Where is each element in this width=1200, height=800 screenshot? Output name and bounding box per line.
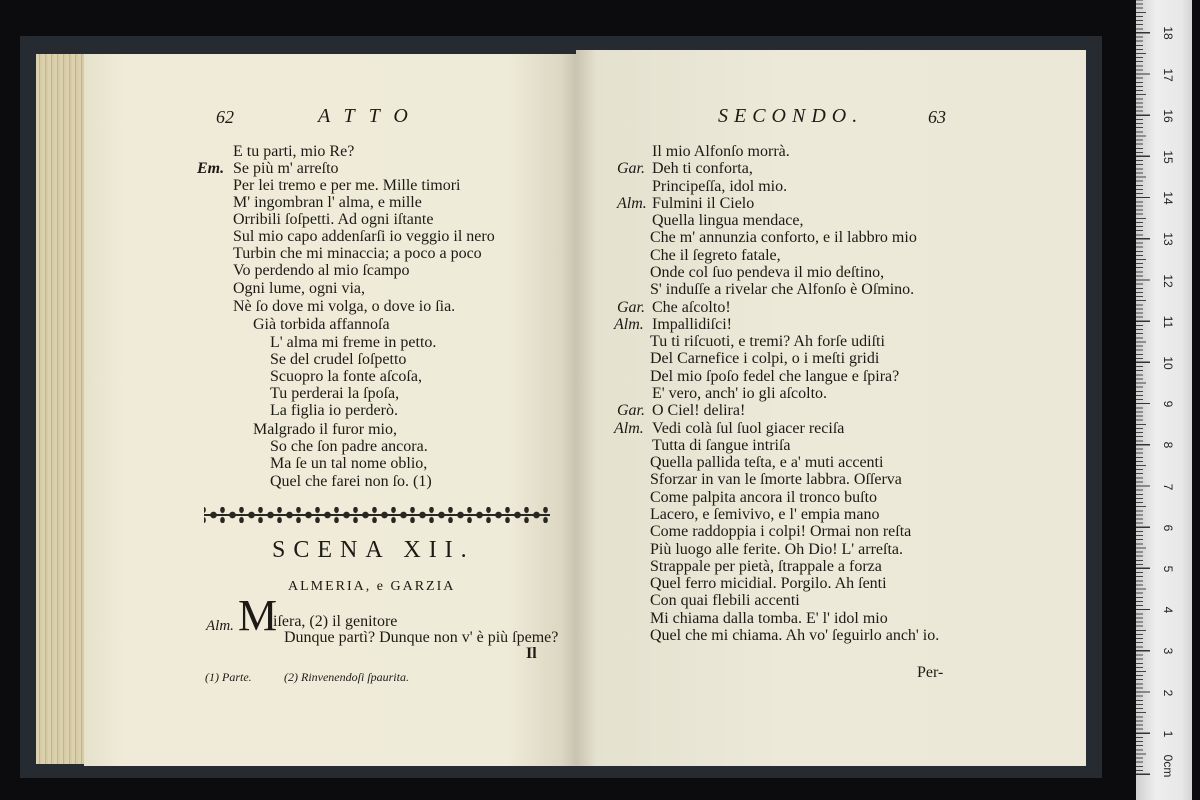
verse-line: Che aſcolto! <box>652 299 731 316</box>
speaker-label: Em. <box>197 160 225 177</box>
verse-line: Più luogo alle ferite. Oh Dio! L' arreſta. <box>650 541 904 558</box>
verse-line: Già torbida affannoſa <box>253 316 390 333</box>
verse-line: Scuopro la fonte aſcoſa, <box>270 368 422 385</box>
verse-line: Come raddoppia i colpi! Ormai non reſta <box>650 523 912 540</box>
right-page-number: 63 <box>928 107 946 127</box>
speaker-label: Alm. <box>614 420 644 437</box>
verse-line: Onde col ſuo pendeva il mio deſtino, <box>650 264 885 281</box>
ruler-cm-label: 10 <box>1161 356 1175 370</box>
verse-line: Che il ſegreto fatale, <box>650 247 781 264</box>
ruler-cm-label: 1 <box>1161 730 1175 738</box>
verse-line: L' alma mi freme in petto. <box>270 334 437 351</box>
right-running-head: SECONDO. <box>718 105 864 127</box>
verse-line: iſera, (2) il genitore <box>273 613 398 630</box>
ruler-cm-label: 13 <box>1161 232 1175 247</box>
verse-line: Quella pallida teſta, e a' muti accenti <box>650 454 884 471</box>
ruler-cm-label: 9 <box>1161 400 1175 408</box>
verse-line: Nè ſo dove mi volga, o dove io ſia. <box>233 298 456 315</box>
ruler-cm-label: 16 <box>1161 109 1175 123</box>
verse-line: Se del crudel ſoſpetto <box>270 351 407 368</box>
ruler-cm-label: 0cm <box>1161 754 1175 778</box>
ruler-cm-label: 8 <box>1161 442 1175 449</box>
left-running-head: ATTO <box>318 105 422 127</box>
verse-line: Con quai flebili accenti <box>650 592 800 609</box>
verse-line: Sforzar in van le ſmorte labbra. Oſſerva <box>650 471 902 488</box>
scene-characters: ALMERIA, e GARZIA <box>288 579 456 594</box>
verse-line: S' induſſe a rivelar che Alfonſo è Oſmino. <box>650 281 915 298</box>
verse-line: E tu parti, mio Re? <box>233 143 355 160</box>
verse-line: Tu perderai la ſpoſa, <box>270 385 400 402</box>
verse-line: Orribili ſoſpetti. Ad ogni iſtante <box>233 211 434 228</box>
speaker-label: Alm. <box>614 316 644 333</box>
speaker-label: Gar. <box>617 402 646 419</box>
ruler-cm-label: 7 <box>1161 483 1175 490</box>
speaker-label: Gar. <box>617 299 646 316</box>
verse-line: Il mio Alfonſo morrà. <box>652 143 790 160</box>
ruler-cm-label: 5 <box>1161 565 1175 573</box>
ornament-divider <box>204 507 550 523</box>
measuring-ruler <box>1136 0 1192 800</box>
page-stack-edges <box>36 54 88 764</box>
verse-line: Impallidiſci! <box>652 316 732 333</box>
verse-line: Ogni lume, ogni via, <box>233 280 365 297</box>
ruler-cm-ticks <box>1136 0 1150 775</box>
verse-line: Ma ſe un tal nome oblio, <box>270 455 428 472</box>
verse-line: Strappale per pietà, ſtrappale a forza <box>650 558 882 575</box>
ruler-cm-label: 12 <box>1161 273 1175 288</box>
verse-line: Quel che mi chiama. Ah vo' ſeguirlo anch' io. <box>650 627 940 644</box>
verse-line: Principeſſa, idol mio. <box>652 178 788 195</box>
left-page-number: 62 <box>216 107 234 127</box>
verse-line: Per lei tremo e per me. Mille timori <box>233 177 461 194</box>
speaker-label: Alm. <box>617 195 647 212</box>
verse-line: Quella lingua mendace, <box>652 212 804 229</box>
ruler-cm-label: 18 <box>1161 26 1175 41</box>
ruler-cm-label: 17 <box>1161 67 1175 82</box>
ruler-cm-label: 4 <box>1161 606 1175 614</box>
catchword: Il <box>526 645 537 662</box>
ruler-cm-label: 14 <box>1161 191 1175 205</box>
speaker-label: Alm. <box>206 618 234 634</box>
verse-line: Del Carnefice i colpi, o i meſti gridi <box>650 350 880 367</box>
verse-line: Se più m' arreſto <box>233 160 339 177</box>
ruler-cm-label: 3 <box>1161 648 1175 655</box>
verse-line: Fulmini il Cielo <box>652 195 755 212</box>
verse-line: Lacero, e ſemivivo, e l' empia mano <box>650 506 880 523</box>
footnote: (2) Rinvenendoſi ſpaurita. <box>284 670 409 684</box>
verse-line: Deh ti conforta, <box>652 160 753 177</box>
verse-line: O Ciel! delira! <box>652 402 746 419</box>
verse-line: Vo perdendo al mio ſcampo <box>233 262 410 279</box>
verse-line: Turbin che mi minaccia; a poco a poco <box>233 245 482 262</box>
verse-line: Vedi colà ſul ſuol giacer reciſa <box>652 420 845 437</box>
verse-line: Tutta di ſangue intriſa <box>652 437 791 454</box>
catchword: Per- <box>917 664 944 681</box>
verse-line: Del mio ſpoſo fedel che langue e ſpira? <box>650 368 900 385</box>
footnote: (1) Parte. <box>205 670 252 684</box>
verse-line: E' vero, anch' io gli aſcolto. <box>652 385 828 402</box>
verse-line: Tu ti riſcuoti, e tremi? Ah forſe udiſti <box>650 333 885 350</box>
ruler-cm-label: 15 <box>1161 150 1175 164</box>
ruler-cm-label: 6 <box>1161 524 1175 532</box>
verse-line: Malgrado il furor mio, <box>253 421 397 438</box>
ruler-cm-label: 11 <box>1161 315 1175 329</box>
verse-line: Dunque partì? Dunque non v' è più ſpeme? <box>284 629 559 646</box>
ruler-cm-label: 2 <box>1161 689 1175 696</box>
verse-line: Mi chiama dalla tomba. E' l' idol mio <box>650 610 888 627</box>
scene-title: SCENA XII. <box>272 537 475 563</box>
verse-line: La figlia io perderò. <box>270 402 398 419</box>
verse-line: Che m' annunzia conforto, e il labbro mio <box>650 229 917 246</box>
drop-cap: M <box>238 591 278 640</box>
verse-line: M' ingombran l' alma, e mille <box>233 194 422 211</box>
verse-line: Sul mio capo addenſarſi io veggio il nero <box>233 228 495 245</box>
verse-line: Come palpita ancora il tronco buſto <box>650 489 878 506</box>
verse-line: So che ſon padre ancora. <box>270 438 428 455</box>
verse-line: Quel che farei non ſo. (1) <box>270 473 432 490</box>
speaker-label: Gar. <box>617 160 646 177</box>
verse-line: Quel ferro micidial. Porgilo. Ah ſenti <box>650 575 887 592</box>
